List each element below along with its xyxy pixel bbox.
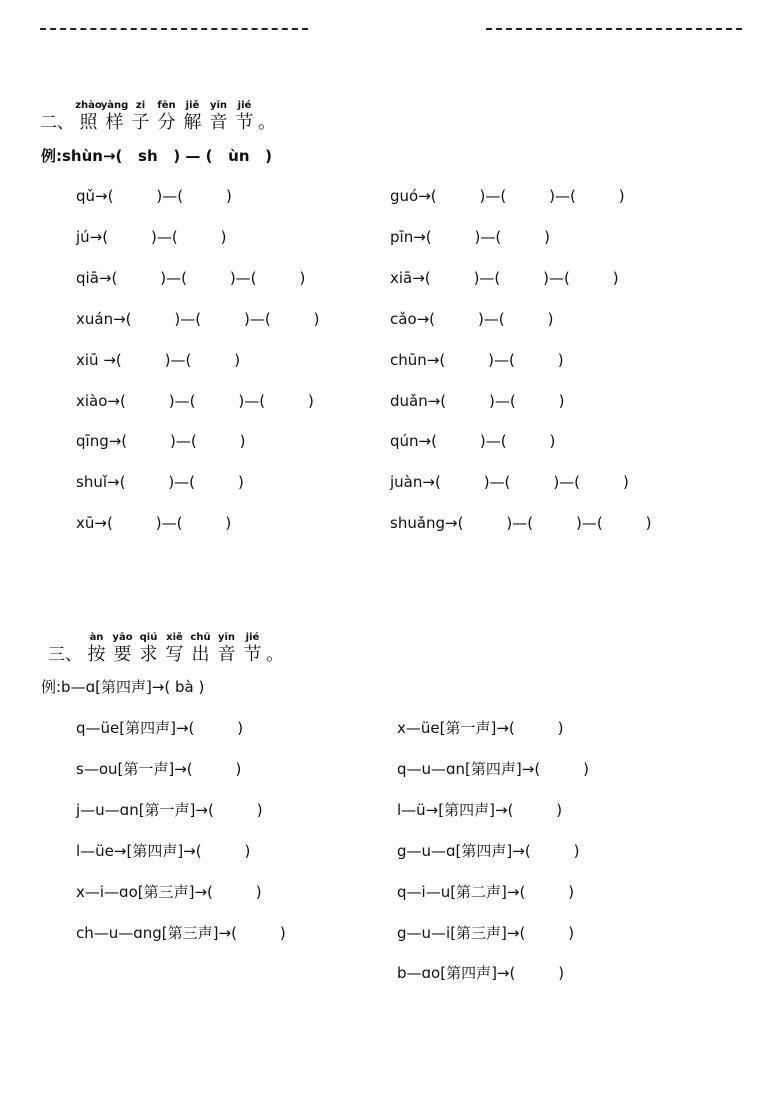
exercise-item: qiā→( )—( )—( ) bbox=[76, 269, 306, 287]
exercise-item: b—ɑo[第四声]→( ) bbox=[397, 964, 565, 982]
title-word bbox=[110, 632, 135, 666]
exercise-item: l—üe→[第四声]→( ) bbox=[76, 842, 251, 860]
title-word bbox=[128, 100, 153, 134]
exercise-item: xuán→( )—( )—( ) bbox=[76, 310, 320, 328]
top-rule-left bbox=[40, 28, 308, 30]
title-word bbox=[188, 632, 213, 666]
exercise-item: jú→( )—( ) bbox=[76, 228, 227, 246]
exercise-item: x—üe[第一声]→( ) bbox=[397, 719, 564, 737]
exercise-item: ch—u—ɑng[第三声]→( ) bbox=[76, 924, 286, 942]
pinyin: zhào bbox=[75, 100, 102, 111]
hanzi: 解 bbox=[183, 112, 202, 133]
section2-heading bbox=[40, 100, 276, 134]
exercise-item: xū→( )—( ) bbox=[76, 514, 232, 532]
exercise-item: j—u—ɑn[第一声]→( ) bbox=[76, 801, 263, 819]
title-word bbox=[102, 100, 127, 134]
hanzi: 照 bbox=[79, 112, 98, 133]
exercise-item: chūn→( )—( ) bbox=[390, 351, 564, 369]
pinyin: yàng bbox=[100, 100, 129, 111]
hanzi: 出 bbox=[191, 644, 210, 665]
title-word bbox=[214, 632, 239, 666]
hanzi: 按 bbox=[87, 644, 106, 665]
exercise-item: qīng→( )—( ) bbox=[76, 432, 246, 450]
hanzi: 子 bbox=[131, 112, 150, 133]
pinyin: yīn bbox=[209, 100, 228, 111]
exercise-item: xiā→( )—( )—( ) bbox=[390, 269, 619, 287]
pinyin: xiě bbox=[166, 632, 183, 643]
hanzi: 写 bbox=[165, 644, 184, 665]
title-word bbox=[240, 632, 265, 666]
title-word bbox=[162, 632, 187, 666]
exercise-item: q—u—ɑn[第四声]→( ) bbox=[397, 760, 589, 778]
pinyin: qiú bbox=[139, 632, 158, 643]
exercise-item: g—u—i[第三声]→( ) bbox=[397, 924, 575, 942]
exercise-item: xiào→( )—( )—( ) bbox=[76, 392, 314, 410]
exercise-item: x—i—ɑo[第三声]→( ) bbox=[76, 883, 262, 901]
pinyin: jié bbox=[245, 632, 260, 643]
exercise-item: juàn→( )—( )—( ) bbox=[390, 473, 629, 491]
exercise-item: shuǐ→( )—( ) bbox=[76, 473, 244, 491]
section3-heading bbox=[48, 632, 284, 666]
exercise-item: shuǎng→( )—( )—( ) bbox=[390, 514, 652, 532]
hanzi: 求 bbox=[139, 644, 158, 665]
section3-example: 例:b—ɑ[第四声]→( bà ) bbox=[41, 678, 205, 696]
pinyin: yīn bbox=[217, 632, 236, 643]
section2-example: 例:shùn→( sh ) — ( ùn ) bbox=[41, 147, 273, 165]
exercise-item: duǎn→( )—( ) bbox=[390, 392, 565, 410]
hanzi: 样 bbox=[105, 112, 124, 133]
hanzi: 节 bbox=[235, 112, 254, 133]
hanzi: 节 bbox=[243, 644, 262, 665]
exercise-item: q—i—u[第二声]→( ) bbox=[397, 883, 575, 901]
section3-number: 三、 bbox=[48, 645, 82, 665]
title-word bbox=[136, 632, 161, 666]
pinyin: àn bbox=[89, 632, 104, 643]
exercise-item: pīn→( )—( ) bbox=[390, 228, 550, 246]
title-word bbox=[84, 632, 109, 666]
exercise-item: qǔ→( )—( ) bbox=[76, 187, 232, 205]
hanzi: 音 bbox=[209, 112, 228, 133]
title-word bbox=[154, 100, 179, 134]
pinyin: jiě bbox=[185, 100, 200, 111]
exercise-item: cǎo→( )—( ) bbox=[390, 310, 554, 328]
exercise-item: g—u—ɑ[第四声]→( ) bbox=[397, 842, 580, 860]
title-word bbox=[76, 100, 101, 134]
pinyin: zi bbox=[135, 100, 146, 111]
exercise-item: xiū →( )—( ) bbox=[76, 351, 241, 369]
hanzi: 要 bbox=[113, 644, 132, 665]
pinyin: chū bbox=[190, 632, 211, 643]
title-word bbox=[180, 100, 205, 134]
exercise-item: guó→( )—( )—( ) bbox=[390, 187, 625, 205]
exercise-item: qún→( )—( ) bbox=[390, 432, 556, 450]
title-period: 。 bbox=[266, 644, 284, 665]
title-word bbox=[232, 100, 257, 134]
hanzi: 分 bbox=[157, 112, 176, 133]
section2-number: 二、 bbox=[40, 113, 74, 133]
exercise-item: s—ou[第一声]→( ) bbox=[76, 760, 242, 778]
hanzi: 音 bbox=[217, 644, 236, 665]
title-period: 。 bbox=[258, 112, 276, 133]
title-word bbox=[206, 100, 231, 134]
pinyin: fēn bbox=[157, 100, 176, 111]
pinyin: yāo bbox=[112, 632, 133, 643]
top-rule-right bbox=[486, 28, 742, 30]
exercise-item: l—ü→[第四声]→( ) bbox=[397, 801, 563, 819]
pinyin: jié bbox=[237, 100, 252, 111]
exercise-item: q—üe[第四声]→( ) bbox=[76, 719, 244, 737]
